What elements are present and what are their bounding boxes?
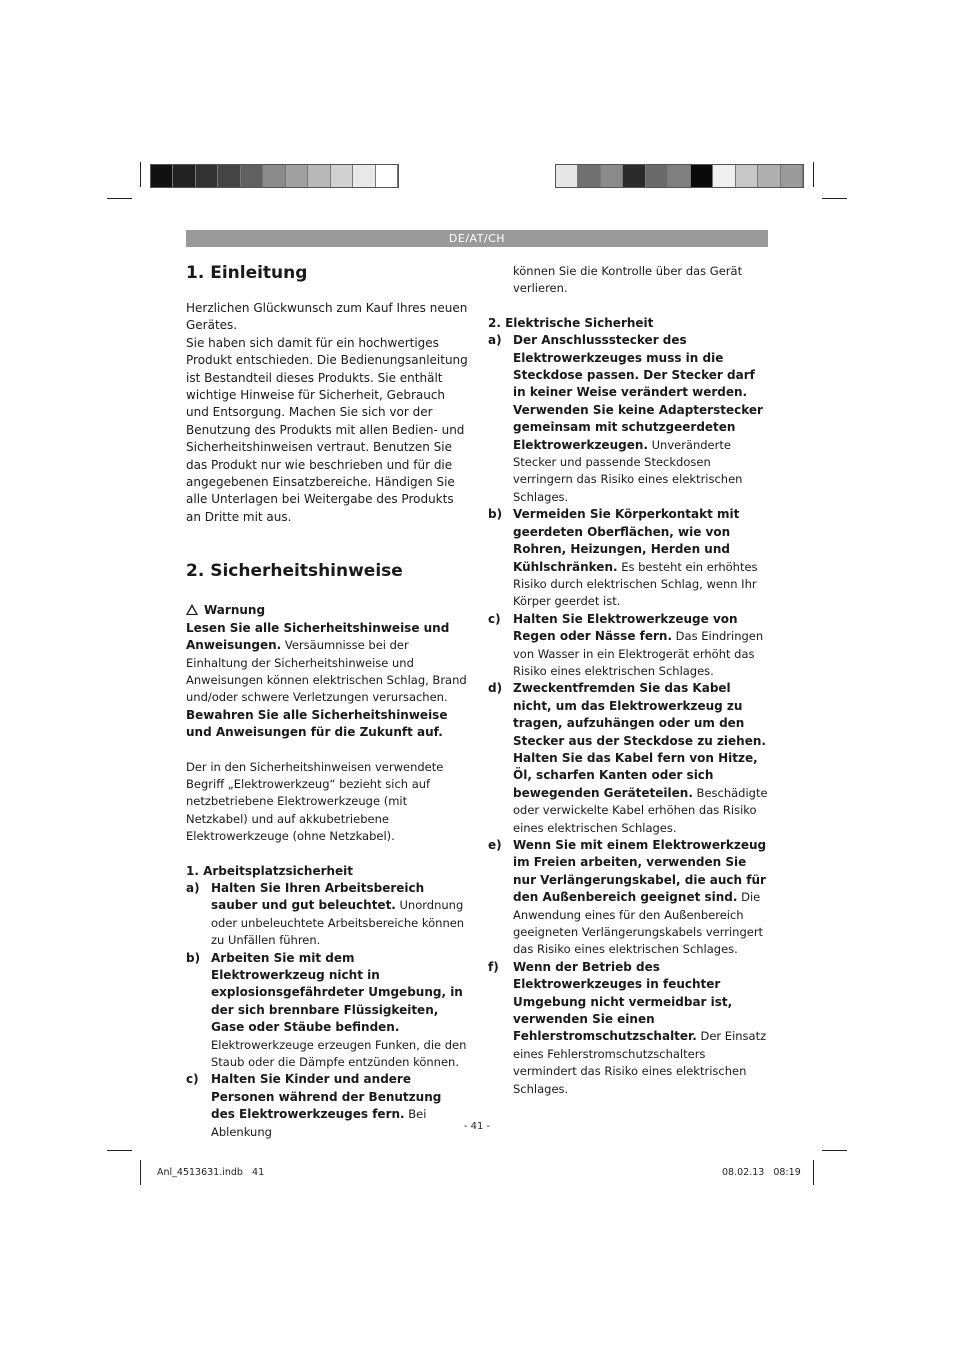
color-swatch [196,165,218,187]
list-item-text [513,837,770,959]
color-swatch [556,165,578,187]
list-item-label: e) [488,838,502,852]
warning-bold-1: Lesen Sie alle Sicherheitshinweise und Anweisungen. [186,620,450,653]
left-column [186,262,468,1141]
warning-text-1: Versäumnisse bei der Einhaltung der Sicherheitshinweise und Anweisungen können elektrischen Schlag, Brand und/oder schwere Verletzungen verursachen. [186,638,467,705]
list-item [488,680,770,837]
list-item-body: Bei Ablenkung [211,1107,427,1139]
warning-paragraph [186,620,468,742]
crop-mark [140,162,141,187]
term-paragraph: Der in den Sicherheitshinweisen verwendete Begriff „Elektrowerkzeug“ bezieht sich auf netzbetriebene Elektrowerkzeuge (mit Netzkabel) und auf akkubetriebene Elektrowerkzeuge (ohne Netzkabel). [186,759,444,844]
list-item-label: b) [186,950,201,965]
list-item-body: Die Anwendung eines für den Außenbereich geeigneten Verlängerungskabels verringert das Risiko eines elektrischen Schlages. [513,890,764,957]
electrical-safety-title: 2. Elektrische Sicherheit [488,315,654,330]
color-swatch [691,165,713,187]
color-swatch [668,165,690,187]
list-item-text [513,332,770,506]
list-item-continued [488,263,770,298]
list-item [186,950,468,1072]
warning-icon [186,604,198,615]
list-item-label: a) [488,333,502,348]
list-item-label: c) [488,611,501,626]
list-item-text [513,959,770,1098]
list-item-text [513,506,770,610]
color-swatch [713,165,735,187]
continued-text: können Sie die Kontrolle über das Gerät verlieren. [513,264,743,296]
color-swatch [376,165,398,187]
list-item-body: Unveränderte Stecker und passende Steckdosen verringern das Risiko eines elektrischen Schlages. [513,437,743,504]
list-item [186,880,468,950]
list-item-body: Es besteht ein erhöhtes Risiko durch elektrischen Schlag, wenn Ihr Körper geerdet ist. [513,559,758,609]
work-safety-list [186,880,468,1141]
list-item-bold: Der Anschlussstecker des Elektrowerkzeuges muss in die Steckdose passen. Der Stecker darf in keiner Weise verändert werden. Verwenden Sie keine Adapterstecker gemeinsam mit schutzgeerdeten Elektrowerkzeugen. [513,333,763,452]
list-item-label: a) [186,880,200,895]
color-swatch [646,165,668,187]
warning-label: Warnung [204,603,266,618]
warning-bold-2: Bewahren Sie alle Sicherheitshinweise und Anweisungen für die Zukunft auf. [186,707,448,740]
color-swatch [623,165,645,187]
color-swatch [151,165,173,187]
list-item-text [211,950,468,1072]
color-swatch [308,165,330,187]
color-swatch [331,165,353,187]
list-item-body: Der Einsatz eines Fehlerstromschutzschalters vermindert das Risiko eines elektrischen Schlages. [513,1029,767,1096]
color-swatch [286,165,308,187]
electrical-safety-list [488,332,770,1098]
list-item [488,837,770,959]
list-item-bold: Halten Sie Kinder und andere Personen während der Benutzung des Elektrowerkzeuges fern. [211,1072,442,1122]
color-swatch [353,165,375,187]
section-title-sicherheitshinweise: 2. Sicherheitshinweise [186,561,403,582]
crop-mark [813,162,814,187]
color-bar-left [150,164,399,188]
list-item-text [513,680,770,837]
section-title-einleitung: 1. Einleitung [186,263,308,283]
work-safety-title: 1. Arbeitsplatzsicherheit [186,863,354,878]
color-swatch [218,165,240,187]
list-item-body: Unordnung oder unbeleuchtete Arbeitsbereiche können zu Unfällen führen. [211,898,465,948]
color-bar-right [555,164,804,188]
list-item-label: b) [488,507,503,522]
list-item-text [211,880,468,950]
list-item-body: Elektrowerkzeuge erzeugen Funken, die den Staub oder die Dämpfe entzünden können. [211,1037,467,1070]
list-item [488,506,770,610]
color-swatch [578,165,600,187]
list-item-bold: Vermeiden Sie Körperkontakt mit geerdeten Oberflächen, wie von Rohren, Heizungen, Herden und Kühlschränken. [513,507,740,574]
color-swatch [758,165,780,187]
color-swatch [241,165,263,187]
list-item-label: c) [186,1072,199,1087]
list-item [488,332,770,506]
right-column [488,263,770,1098]
list-item-bold: Wenn der Betrieb des Elektrowerkzeuges in feuchter Umgebung nicht vermeidbar ist, verwenden Sie einen Fehlerstromschutzschalter. [513,959,733,1044]
crop-mark [107,198,132,199]
color-swatch [736,165,758,187]
color-swatch [173,165,195,187]
region-header: DE/AT/CH [186,230,768,247]
list-item-bold: Arbeiten Sie mit dem Elektrowerkzeug nicht in explosionsgefährdeter Umgebung, in der sich brennbare Flüssigkeiten, Gase oder Stäube befinden. [211,950,463,1035]
crop-mark [822,1150,847,1151]
list-item [488,959,770,1098]
crop-mark [140,1160,141,1185]
color-swatch [601,165,623,187]
color-swatch [263,165,285,187]
intro-paragraph-2: Sie haben sich damit für ein hochwertiges Produkt entschieden. Die Bedienungsanleitung ist Bestandteil dieses Produkts. Sie enthält wichtige Hinweise für Sicherheit, Gebrauch und Entsorgung. Machen Sie sich vor der Benutzung des Produkts mit allen Bedien- und Sicherheitshinweisen vertraut. Benutzen Sie das Produkt nur wie beschrieben und für die angegebenen Einsatzbereiche. Händigen Sie alle Unterlagen bei Weitergabe des Produkts an Dritte mit aus. [186,335,468,524]
footer-file: Anl_4513631.indb 41 [157,1167,265,1178]
list-item-label: d) [488,681,503,696]
list-item [488,611,770,681]
footer-date: 08.02.13 08:19 [722,1167,801,1178]
list-item-body: Beschädigte oder verwickelte Kabel erhöhen das Risiko eines elektrischen Schlages. [513,785,768,835]
page-number: - 41 - [463,1121,491,1132]
crop-mark [813,1160,814,1185]
list-item-bold: Wenn Sie mit einem Elektrowerkzeug im Freien arbeiten, verwenden Sie nur Verlängerungskabel, die auch für den Außenbereich geeignet sind. [513,838,767,905]
crop-mark [107,1150,132,1151]
color-swatch [781,165,803,187]
list-item-bold: Halten Sie Ihren Arbeitsbereich sauber und gut beleuchtet. [211,880,425,913]
crop-mark [822,198,847,199]
list-item-bold: Halten Sie Elektrowerkzeuge von Regen oder Nässe fern. [513,611,738,644]
warning-heading [186,602,468,619]
list-item-body: Das Eindringen von Wasser in ein Elektrogerät erhöht das Risiko eines elektrischen Schlages. [513,629,764,678]
intro-paragraph-1: Herzlichen Glückwunsch zum Kauf Ihres neuen Gerätes. [186,301,468,333]
list-item-text [513,611,770,681]
list-item-bold: Zweckentfremden Sie das Kabel nicht, um das Elektrowerkzeug zu tragen, aufzuhängen oder um den Stecker aus der Steckdose zu ziehen. Halten Sie das Kabel fern von Hitze, Öl, scharfen Kanten oder sich bewegenden Geräteteilen. [513,681,766,800]
list-item-label: f) [488,959,499,974]
